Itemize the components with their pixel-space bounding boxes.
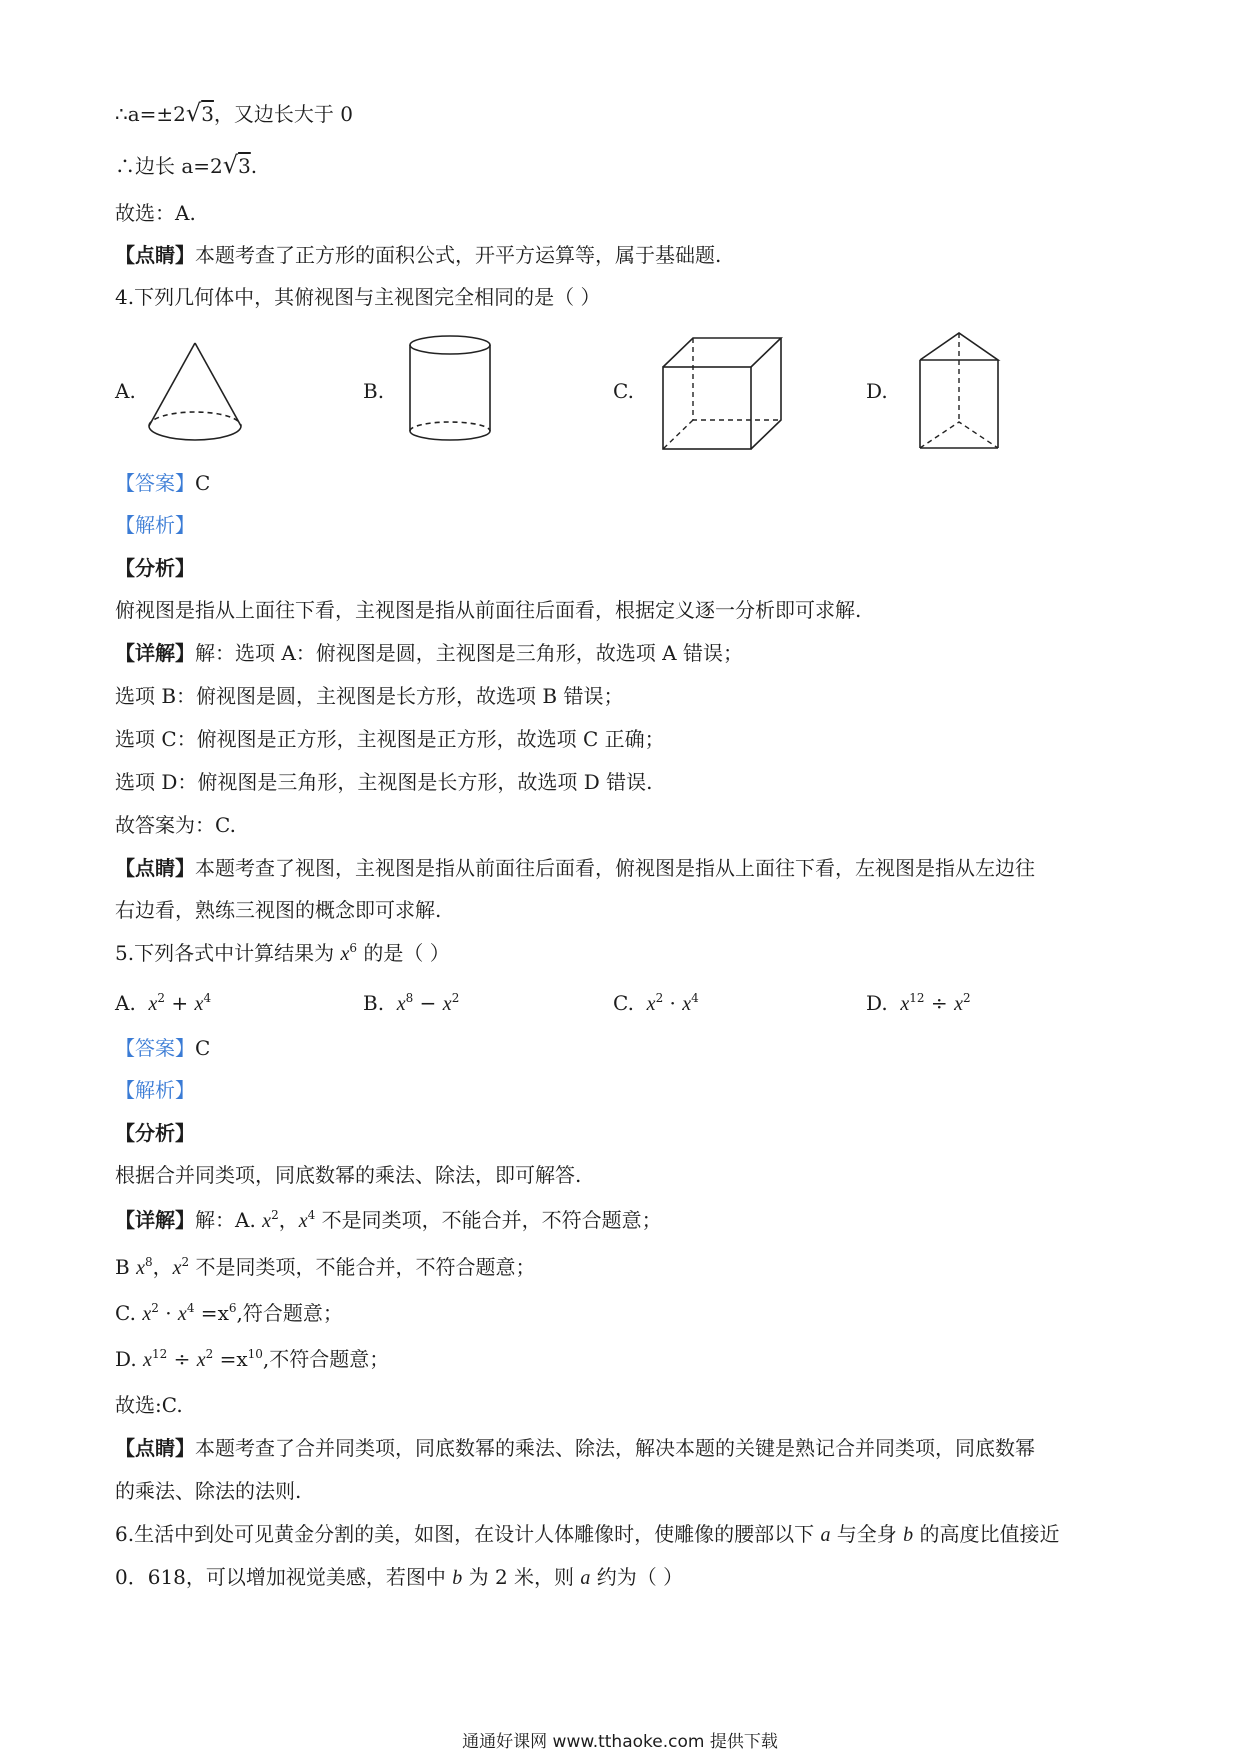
q5-fenxi-tag: 【分析】 bbox=[115, 1121, 195, 1145]
cube-figure bbox=[660, 335, 790, 455]
exponent: 10 bbox=[247, 1347, 263, 1361]
radicand: 3 bbox=[201, 102, 214, 126]
separator: ， bbox=[278, 1208, 299, 1232]
text: 不是同类项，不能合并，不符合题意； bbox=[189, 1255, 536, 1279]
result: =x bbox=[213, 1347, 248, 1371]
text: ∴边长 a=2 bbox=[115, 154, 223, 178]
exponent: 8 bbox=[405, 991, 414, 1005]
exponent: 6 bbox=[349, 941, 357, 955]
exponent: 2 bbox=[151, 1301, 159, 1315]
var-x: x bbox=[142, 1303, 152, 1325]
q5-fenxi-text: 根据合并同类项，同底数幂的乘法、除法，即可解答. bbox=[115, 1163, 582, 1187]
operator: ÷ bbox=[167, 1347, 197, 1371]
text: 为 2 米，则 bbox=[462, 1565, 581, 1589]
q5-xiangjie-a bbox=[115, 1207, 662, 1234]
text: 本题考查了正方形的面积公式，开平方运算等，属于基础题. bbox=[195, 243, 722, 267]
line-comment-q3 bbox=[115, 242, 721, 268]
sqrt-sign: √ bbox=[222, 151, 239, 179]
text: 5.下列各式中计算结果为 bbox=[115, 941, 341, 965]
var-x: x bbox=[262, 1210, 272, 1232]
text: 约为（ ） bbox=[590, 1565, 684, 1589]
operator: · bbox=[663, 991, 683, 1015]
q4-comment-cont: 右边看，熟练三视图的概念即可求解. bbox=[115, 898, 442, 922]
prism-figure bbox=[915, 330, 1005, 455]
option-d-label: D. bbox=[866, 379, 888, 403]
q5-option-d bbox=[866, 990, 971, 1017]
option-c-label: C. bbox=[613, 379, 634, 403]
exponent: 2 bbox=[655, 991, 664, 1005]
text: ，又边长大于 0 bbox=[213, 102, 354, 126]
label: C. bbox=[613, 991, 634, 1015]
var-x: x bbox=[136, 1257, 145, 1279]
exponent: 2 bbox=[451, 991, 460, 1005]
var-a: a bbox=[820, 1524, 831, 1546]
var-x: x bbox=[646, 993, 656, 1015]
q5-option-c bbox=[613, 990, 699, 1017]
text: 不是同类项，不能合并，不符合题意； bbox=[315, 1208, 662, 1232]
line-answer-q3: 故选：A. bbox=[115, 201, 196, 225]
q5-comment bbox=[115, 1435, 1035, 1461]
q4-jiexi-tag: 【解析】 bbox=[115, 513, 195, 537]
var-x: x bbox=[396, 993, 406, 1015]
text: ,不符合题意； bbox=[262, 1347, 390, 1371]
operator: · bbox=[158, 1301, 178, 1325]
separator: ， bbox=[152, 1255, 173, 1279]
exponent: 4 bbox=[307, 1208, 316, 1222]
sqrt-sign: √ bbox=[185, 99, 202, 127]
q5-conclusion: 故选:C. bbox=[115, 1393, 183, 1417]
var-x: x bbox=[682, 993, 692, 1015]
exponent: 4 bbox=[691, 991, 699, 1005]
q5-option-b bbox=[363, 990, 459, 1017]
q5-xiangjie-c bbox=[115, 1300, 343, 1327]
exponent: 2 bbox=[962, 991, 971, 1005]
tag-dianjing: 【点睛】 bbox=[115, 1436, 195, 1460]
cone-figure bbox=[145, 340, 245, 445]
exponent: 8 bbox=[144, 1255, 153, 1269]
text: D. bbox=[115, 1347, 144, 1371]
exponent: 12 bbox=[909, 991, 925, 1005]
tag-dianjing: 【点睛】 bbox=[115, 243, 195, 267]
var-x: x bbox=[442, 993, 452, 1015]
var-a: a bbox=[580, 1567, 591, 1589]
var-x: x bbox=[194, 993, 204, 1015]
question-4: 4.下列几何体中，其俯视图与主视图完全相同的是（ ） bbox=[115, 285, 601, 309]
label: D. bbox=[866, 991, 888, 1015]
cylinder-figure bbox=[405, 333, 495, 448]
var-x: x bbox=[340, 943, 350, 965]
answer-value: C bbox=[195, 471, 211, 495]
operator: − bbox=[413, 991, 443, 1015]
q4-conclusion: 故答案为：C. bbox=[115, 813, 236, 837]
q4-xiangjie bbox=[115, 640, 743, 666]
text: C. bbox=[115, 1301, 143, 1325]
label: B. bbox=[363, 991, 385, 1015]
text: 与全身 bbox=[830, 1522, 904, 1546]
exponent: 6 bbox=[228, 1301, 237, 1315]
line-side-length bbox=[115, 152, 257, 179]
exponent: 4 bbox=[186, 1301, 195, 1315]
radicand: 3 bbox=[238, 154, 251, 178]
tag-dianjing: 【点睛】 bbox=[115, 856, 195, 880]
exponent: 2 bbox=[271, 1208, 279, 1222]
answer-value: C bbox=[195, 1036, 211, 1060]
tag-xiangjie: 【详解】 bbox=[115, 641, 195, 665]
q4-option-d-text: 选项 D：俯视图是三角形，主视图是长方形，故选项 D 错误. bbox=[115, 770, 653, 794]
text: 0．618，可以增加视觉美感，若图中 bbox=[115, 1565, 453, 1589]
result: =x bbox=[194, 1301, 229, 1325]
var-x: x bbox=[172, 1257, 182, 1279]
line-a-value bbox=[115, 100, 353, 127]
q5-xiangjie-d bbox=[115, 1346, 389, 1373]
text: ∴a=±2 bbox=[115, 102, 186, 126]
q5-option-a bbox=[115, 990, 211, 1017]
var-x: x bbox=[148, 993, 158, 1015]
text: 本题考查了视图，主视图是指从前面往后面看，俯视图是指从上面往下看，左视图是指从左边往 bbox=[195, 856, 1035, 880]
q4-answer bbox=[115, 470, 210, 496]
tag-answer: 【答案】 bbox=[115, 1036, 195, 1060]
exponent: 4 bbox=[203, 991, 212, 1005]
text: 本题考查了合并同类项，同底数幂的乘法、除法，解决本题的关键是熟记合并同类项，同底数幂 bbox=[195, 1436, 1035, 1460]
var-b: b bbox=[903, 1524, 914, 1546]
text: 的高度比值接近 bbox=[913, 1522, 1060, 1546]
q5-jiexi-tag: 【解析】 bbox=[115, 1078, 195, 1102]
var-x: x bbox=[900, 993, 910, 1015]
question-6 bbox=[115, 1521, 1060, 1548]
text: 解：A. bbox=[195, 1208, 263, 1232]
text: 解：选项 A：俯视图是圆，主视图是三角形，故选项 A 错误； bbox=[195, 641, 743, 665]
operator: ÷ bbox=[924, 991, 955, 1015]
q5-comment-cont: 的乘法、除法的法则. bbox=[115, 1479, 302, 1503]
q4-comment bbox=[115, 855, 1035, 881]
operator: + bbox=[165, 991, 195, 1015]
var-b: b bbox=[452, 1567, 463, 1589]
q4-option-c-text: 选项 C：俯视图是正方形，主视图是正方形，故选项 C 正确； bbox=[115, 727, 665, 751]
q5-answer bbox=[115, 1035, 210, 1061]
var-x: x bbox=[177, 1303, 187, 1325]
text: B bbox=[115, 1255, 137, 1279]
option-b-label: B. bbox=[363, 379, 385, 403]
var-x: x bbox=[298, 1210, 308, 1232]
q4-fenxi-tag: 【分析】 bbox=[115, 556, 195, 580]
text: 的是（ ） bbox=[356, 941, 450, 965]
var-x: x bbox=[196, 1349, 206, 1371]
var-x: x bbox=[143, 1349, 152, 1371]
option-a-label: A. bbox=[115, 379, 136, 403]
tag-answer: 【答案】 bbox=[115, 471, 195, 495]
exponent: 2 bbox=[181, 1255, 190, 1269]
question-5 bbox=[115, 940, 450, 967]
q5-xiangjie-b bbox=[115, 1254, 535, 1281]
text: ,符合题意； bbox=[236, 1301, 343, 1325]
question-6-cont bbox=[115, 1564, 683, 1591]
q4-fenxi-text: 俯视图是指从上面往下看，主视图是指从前面往后面看，根据定义逐一分析即可求解. bbox=[115, 598, 862, 622]
text: . bbox=[250, 154, 258, 178]
page-footer: 通通好课网 www.tthaoke.com 提供下载 bbox=[462, 1732, 778, 1752]
text: 6.生活中到处可见黄金分割的美，如图，在设计人体雕像时，使雕像的腰部以下 bbox=[115, 1522, 821, 1546]
exponent: 2 bbox=[157, 991, 166, 1005]
exponent: 2 bbox=[205, 1347, 214, 1361]
var-x: x bbox=[954, 993, 963, 1015]
tag-xiangjie: 【详解】 bbox=[115, 1208, 195, 1232]
label: A. bbox=[115, 991, 136, 1015]
q4-option-b-text: 选项 B：俯视图是圆，主视图是长方形，故选项 B 错误； bbox=[115, 684, 624, 708]
exponent: 12 bbox=[151, 1347, 168, 1361]
